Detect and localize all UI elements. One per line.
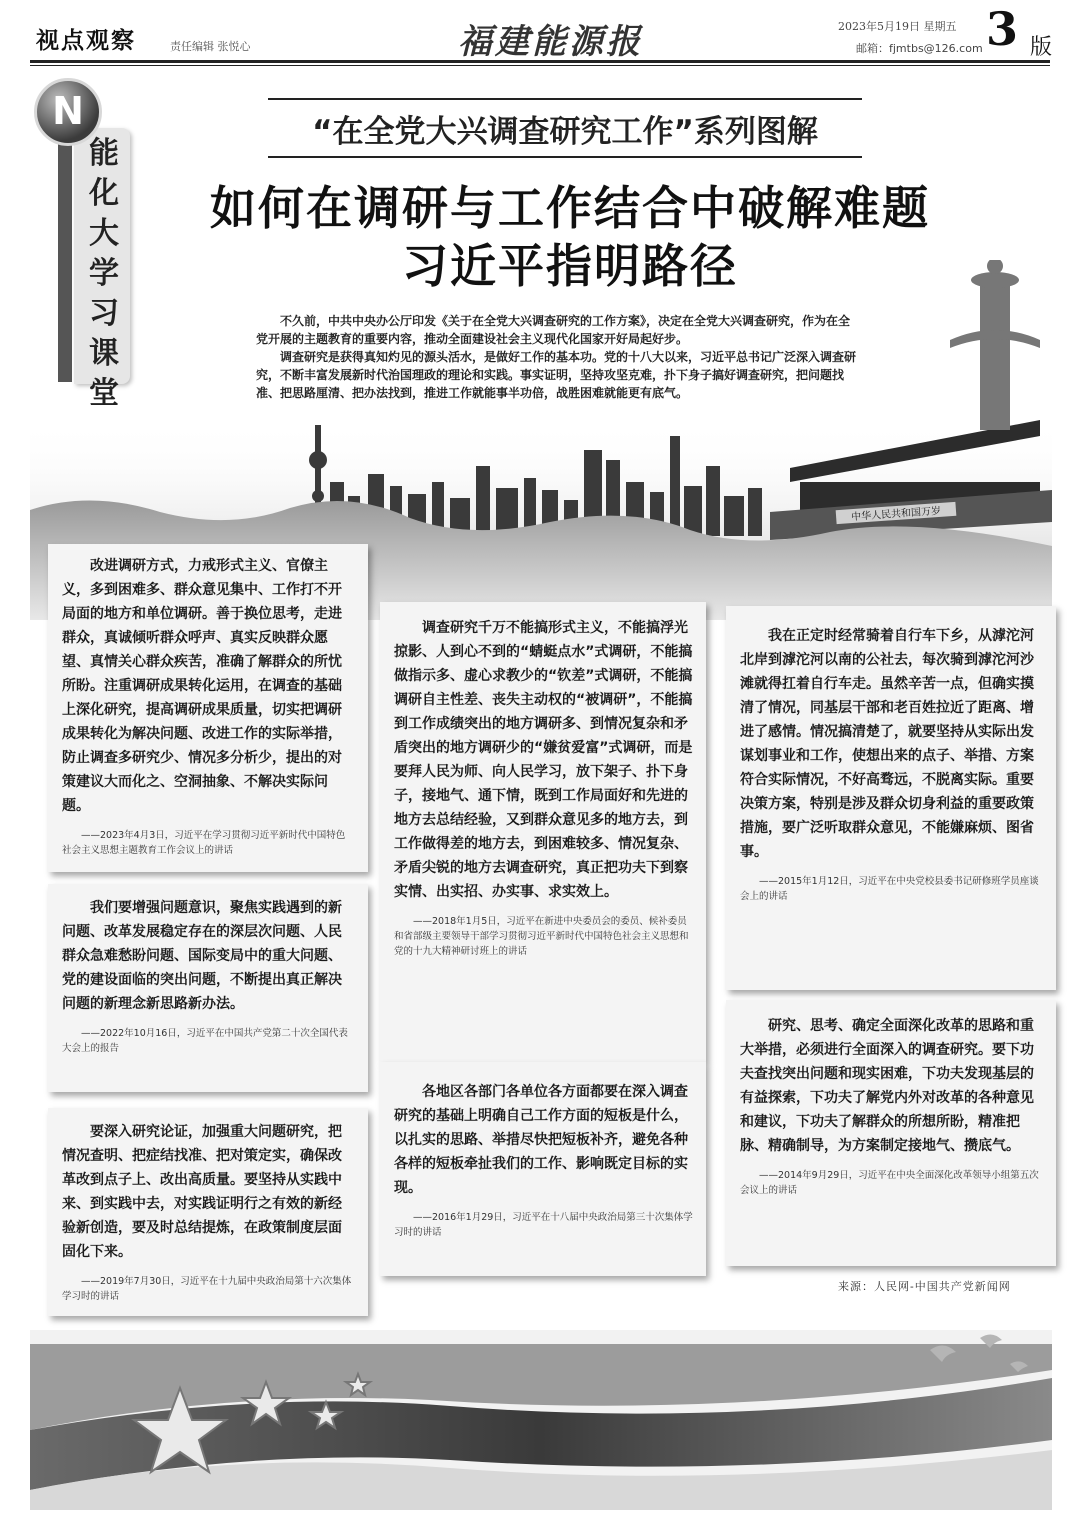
quote-text: 调查研究千万不能搞形式主义，不能搞浮光掠影、人到心不到的“蜻蜓点水”式调研，不能搞做指示多、虚心求教少的“钦差”式调研，不能搞调研自主性差、丧失主动权的“被调研”，不能搞到工作成绩突出的地方调研多、到情况复杂和矛盾突出的地方调研少的“嫌贫爱富”式调研，而是要拜人民为师、向人民学习，放下架子、扑下身子，接地气、通下情，既到工作局面好和先进的地方去总结经验，又到群众意见多的地方去，到工作做得差的地方去，到困难较多、情况复杂、矛盾尖锐的地方去调查研究，真正把功夫下到察实情、出实招、办实事、求实效上。 bbox=[394, 620, 693, 900]
quote-source: ——2014年9月29日，习近平在中央全面深化改革领导小组第五次会议上的讲话 bbox=[740, 1170, 1039, 1196]
quote-source: ——2016年1月29日，习近平在十八届中央政治局第三十次集体学习时的讲话 bbox=[394, 1212, 693, 1238]
headline-line1: 如何在调研与工作结合中破解难题 bbox=[210, 181, 930, 235]
quote-source: ——2023年4月3日，习近平在学习贯彻习近平新时代中国特色社会主义思想主题教育工作会议上的讲话 bbox=[62, 830, 346, 856]
editor-credit: 责任编辑 张悦心 bbox=[170, 40, 251, 53]
issue-date: 2023年5月19日 星期五 bbox=[838, 20, 957, 33]
intro-text bbox=[256, 312, 856, 402]
quote-source: ——2019年7月30日，习近平在十九届中央政治局第十六次集体学习时的讲话 bbox=[62, 1276, 352, 1302]
quote-text: 我在正定时经常骑着自行车下乡，从滹沱河北岸到滹沱河以南的公社去，每次骑到滹沱河沙滩就得扛着自行车走。虽然辛苦一点，但确实摸清了情况，同基层干部和老百姓拉近了距离、增进了感情。情况搞清楚了，就要坚持从实际出发谋划事业和工作，使想出来的点子、举措、方案符合实际情况，不好高骛远，不脱离实际。重要决策方案，特别是涉及群众切身利益的重要政策措施，要广泛听取群众意见，不能嫌麻烦、图省事。 bbox=[740, 628, 1034, 860]
gate-banner: 中华人民共和国万岁 bbox=[850, 505, 942, 524]
masthead-rule-thin bbox=[30, 65, 1050, 66]
contact-email: 邮箱：fjmtbs@126.com bbox=[856, 42, 983, 55]
quote-source: ——2018年1月5日，习近平在新进中央委员会的委员、候补委员和省部级主要领导干部学习贯彻习近平新时代中国特色社会主义思想和党的十九大精神研讨班上的讲话 bbox=[394, 916, 689, 957]
series-rule-bottom bbox=[268, 156, 862, 158]
quote-card bbox=[48, 1108, 368, 1316]
column-name: 能化大学习课堂 bbox=[89, 136, 119, 411]
series-title: “在全党大兴调查研究工作”系列图解 bbox=[312, 114, 818, 150]
quote-source: ——2015年1月12日，习近平在中央党校县委书记研修班学员座谈会上的讲话 bbox=[740, 876, 1039, 902]
section-title: 视点观察 bbox=[36, 27, 136, 54]
quote-card bbox=[48, 544, 368, 872]
masthead-rule bbox=[30, 60, 1050, 63]
quote-card bbox=[380, 602, 706, 1062]
quote-card bbox=[48, 884, 368, 1092]
quote-source: ——2022年10月16日，习近平在中国共产党第二十次全国代表大会上的报告 bbox=[62, 1028, 348, 1054]
intro-paragraph-2: 调查研究是获得真知灼见的源头活水，是做好工作的基本功。党的十八大以来，习近平总书记广泛深入调查研究，不断丰富发展新时代治国理政的理论和实践。事实证明，坚持攻坚克难，扑下身子搞好调查研究，把问题找准、把思路厘清、把办法找到，推进工作就能事半功倍，战胜困难就能更有底气。 bbox=[256, 350, 857, 400]
ribbon-stars-illustration bbox=[30, 1330, 1052, 1510]
quote-text: 要深入研究论证，加强重大问题研究，把情况查明、把症结找准、把对策定实，确保改革改到点子上、改出高质量。要坚持从实践中来、到实践中去，对实践证明行之有效的新经验新创造，要及时总结提炼，在政策制度层面固化下来。 bbox=[62, 1124, 342, 1260]
newspaper-name: 福建能源报 bbox=[458, 22, 643, 62]
quote-card bbox=[380, 1062, 706, 1276]
page-label: 版 bbox=[1030, 35, 1053, 60]
headline-line2: 习近平指明路径 bbox=[402, 239, 738, 293]
quote-text: 我们要增强问题意识，聚焦实践遇到的新问题、改革发展稳定存在的深层次问题、人民群众急难愁盼问题、国际变局中的重大问题、党的建设面临的突出问题，不断提出真正解决问题的新理念新思路新办法。 bbox=[62, 900, 342, 1012]
article-source: 来源：人民网-中国共产党新闻网 bbox=[838, 1280, 1011, 1293]
quote-text: 研究、思考、确定全面深化改革的思路和重大举措，必须进行全面深入的调查研究。要下功夫查找突出问题和现实困难，下功夫发现基层的有益探索，下功夫了解党内外对改革的各种意见和建议，下功夫了解群众的所想所盼，精准把脉、精确制导，为方案制定接地气、攒底气。 bbox=[740, 1018, 1034, 1154]
series-rule-top bbox=[268, 98, 862, 100]
emblem-letter: N bbox=[52, 89, 84, 133]
quote-text: 各地区各部门各单位各方面都要在深入调查研究的基础上明确自己工作方面的短板是什么，以扎实的思路、举措尽快把短板补齐，避免各种各样的短板牵扯我们的工作、影响既定目标的实现。 bbox=[394, 1084, 688, 1196]
intro-paragraph-1: 不久前，中共中央办公厅印发《关于在全党大兴调查研究的工作方案》，决定在全党大兴调查研究，作为在全党开展的主题教育的重要内容，推动全面建设社会主义现代化国家开好局起好步。 bbox=[256, 314, 851, 346]
page-number: 3 bbox=[986, 2, 1019, 56]
quote-text: 改进调研方式，力戒形式主义、官僚主义，多到困难多、群众意见集中、工作打不开局面的地方和单位调研。善于换位思考，走进群众，真诚倾听群众呼声、真实反映群众愿望、真情关心群众疾苦，准确了解群众的所忧所盼。注重调研成果转化运用，在调查的基础上深化研究，提高调研成果质量，切实把调研成果转化为解决问题、改进工作的实际举措，防止调查多研究少、情况多分析少，提出的对策建议大而化之、空洞抽象、不解决实际问题。 bbox=[62, 558, 342, 814]
quote-card bbox=[726, 606, 1056, 990]
quote-card bbox=[726, 1000, 1056, 1266]
